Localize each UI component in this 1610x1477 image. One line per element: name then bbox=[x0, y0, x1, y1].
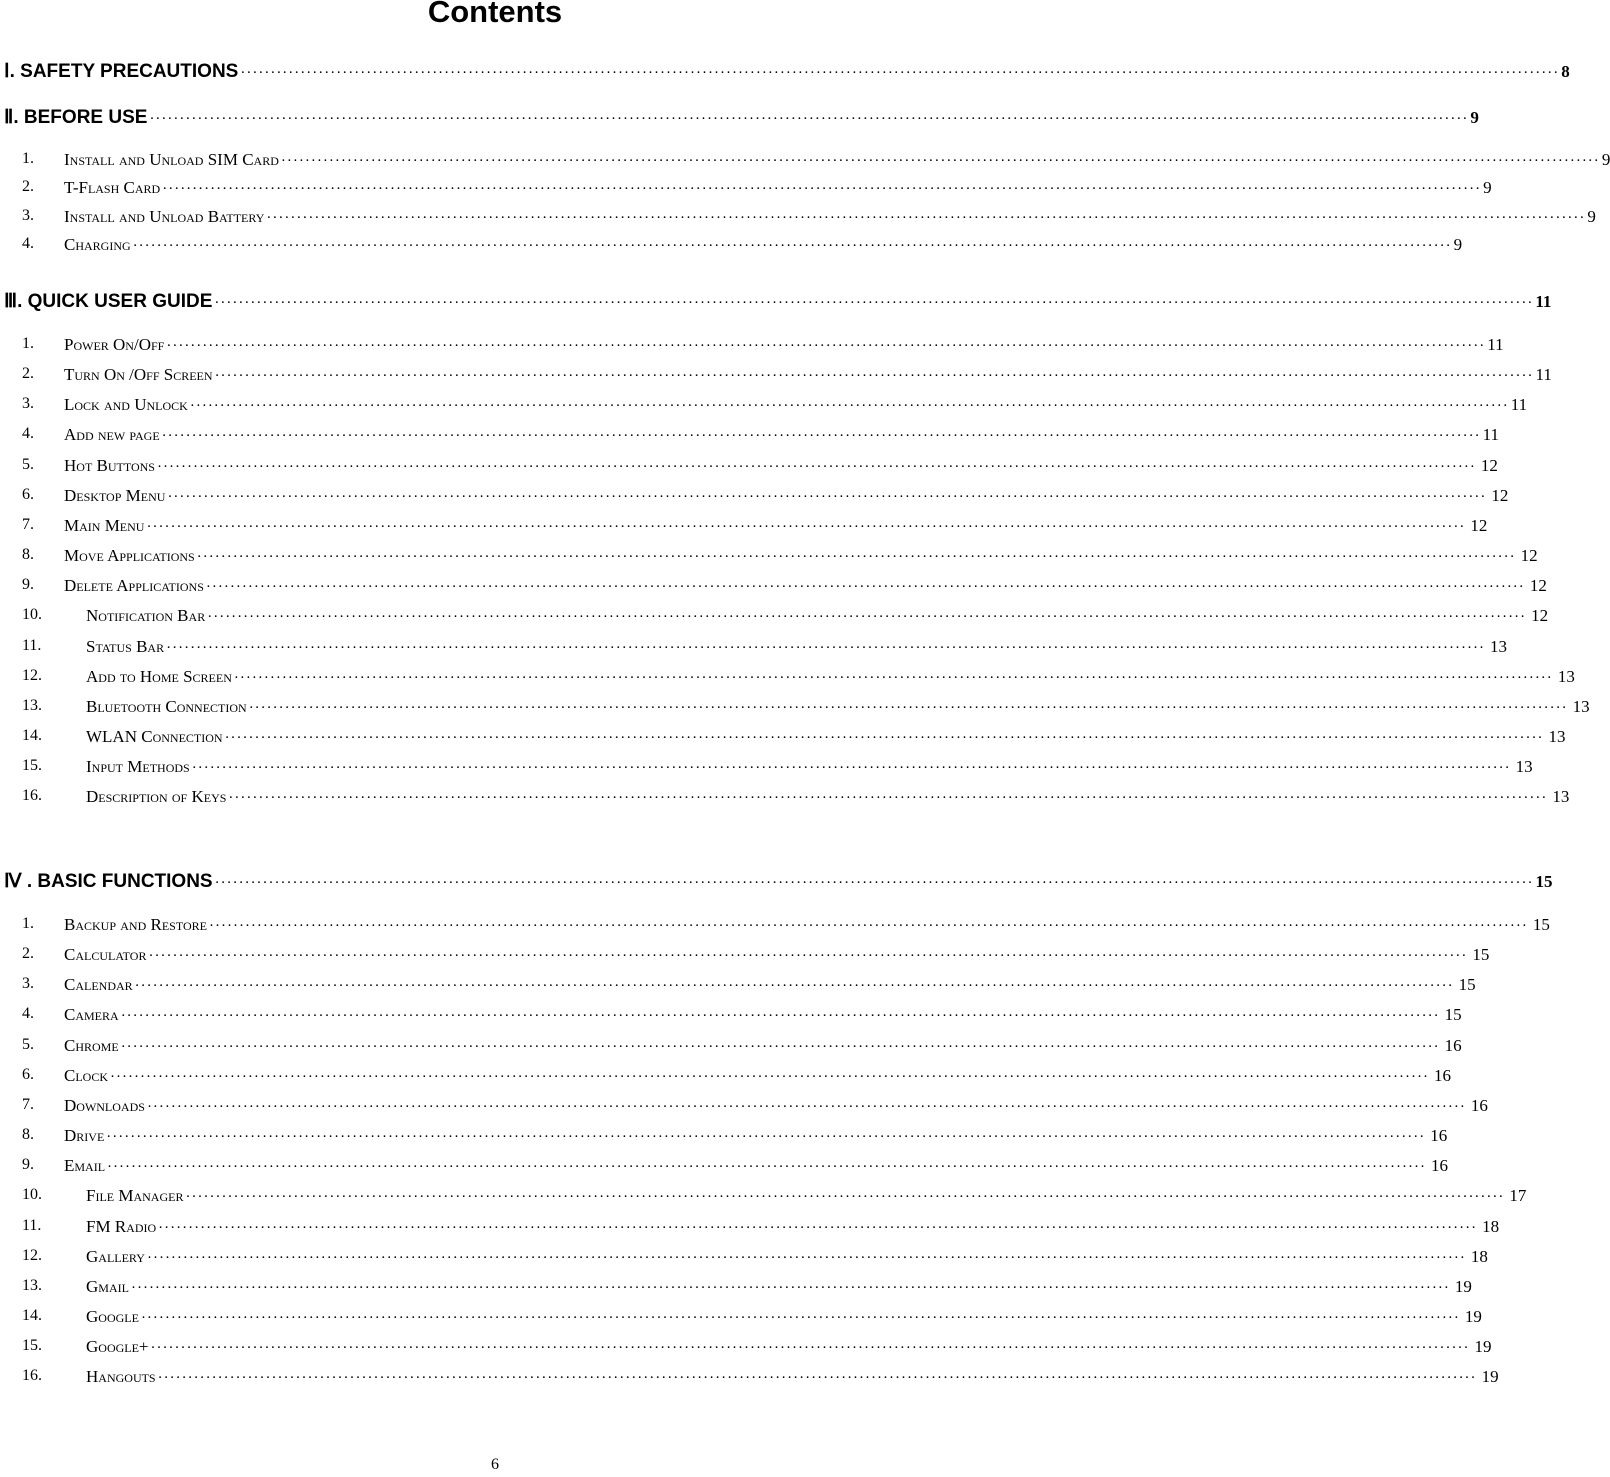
entry-row bbox=[64, 485, 1509, 514]
toc-item[interactable] bbox=[0, 1186, 1527, 1214]
entry-row bbox=[64, 945, 1490, 973]
entry-row bbox=[86, 1216, 1500, 1245]
dot-leader: ···························································································································································································································· bbox=[167, 488, 1487, 505]
dot-leader: ···························································································································································································································· bbox=[157, 1370, 1477, 1387]
dot-leader: ···························································································································································································································· bbox=[146, 1249, 1466, 1266]
item-number: 1. bbox=[22, 915, 34, 932]
page-ref: 13 bbox=[1515, 757, 1533, 777]
dot-leader: ···························································································································································································································· bbox=[214, 368, 1534, 385]
toc-item[interactable] bbox=[0, 395, 1528, 423]
entry-label: Ⅳ . BASIC FUNCTIONS bbox=[4, 871, 213, 892]
dot-leader: ···························································································································································································································· bbox=[214, 875, 1534, 891]
dot-leader: ···························································································································································································································· bbox=[207, 609, 1527, 626]
item-number: 10. bbox=[22, 606, 42, 624]
page-ref: 12 bbox=[1480, 455, 1498, 475]
toc-item[interactable] bbox=[0, 1306, 1482, 1335]
page-ref: 12 bbox=[1520, 546, 1538, 566]
toc-item[interactable] bbox=[0, 150, 1610, 178]
dot-leader: ···························································································································································································································· bbox=[189, 398, 1509, 415]
dot-leader: ···························································································································································································································· bbox=[224, 729, 1544, 746]
entry-row bbox=[86, 1306, 1482, 1335]
entry-row bbox=[64, 206, 1596, 235]
entry-row bbox=[64, 455, 1498, 484]
dot-leader: ···························································································································································································································· bbox=[280, 153, 1600, 169]
dot-leader: ···························································································································································································································· bbox=[150, 1340, 1470, 1357]
entry-label: Desktop Menu bbox=[64, 485, 166, 505]
entry-row bbox=[86, 666, 1575, 695]
entry-row bbox=[64, 1035, 1462, 1064]
page-ref: 16 bbox=[1430, 1126, 1448, 1146]
page-ref: 12 bbox=[1470, 515, 1488, 535]
page-ref: 16 bbox=[1444, 1035, 1462, 1055]
entry-label: Turn On /Off Screen bbox=[64, 365, 213, 385]
entry-label: Add new page bbox=[64, 425, 160, 445]
toc-item[interactable] bbox=[0, 757, 1533, 785]
toc-item[interactable] bbox=[0, 1065, 1451, 1094]
dot-leader: ···························································································································································································································· bbox=[191, 760, 1511, 777]
entry-label: Gmail bbox=[86, 1276, 129, 1296]
page-ref: 9 bbox=[1483, 178, 1492, 198]
item-number: 4. bbox=[22, 1005, 34, 1023]
entry-label: Lock and Unlock bbox=[64, 395, 188, 415]
entry-label: Description of Keys bbox=[86, 787, 227, 807]
item-number: 4. bbox=[22, 234, 34, 252]
item-number: 7. bbox=[22, 1095, 34, 1113]
entry-row bbox=[86, 1367, 1499, 1395]
toc-item[interactable] bbox=[0, 546, 1538, 574]
entry-row bbox=[64, 1126, 1448, 1154]
toc-item[interactable] bbox=[0, 576, 1547, 604]
entry-row bbox=[64, 335, 1504, 363]
page-ref: 18 bbox=[1482, 1216, 1500, 1236]
item-number: 3. bbox=[22, 395, 34, 413]
dot-leader: ···························································································································································································································· bbox=[146, 1098, 1466, 1115]
entry-label: Ⅲ. QUICK USER GUIDE bbox=[4, 291, 213, 312]
entry-label: Chrome bbox=[64, 1035, 119, 1055]
toc-item[interactable] bbox=[0, 515, 1488, 544]
item-number: 7. bbox=[22, 515, 34, 533]
toc-item[interactable] bbox=[0, 1276, 1472, 1305]
entry-label: File Manager bbox=[86, 1186, 184, 1206]
item-number: 2. bbox=[22, 365, 34, 383]
dot-leader: ···························································································································································································································· bbox=[120, 1038, 1440, 1055]
dot-leader: ···························································································································································································································· bbox=[140, 1309, 1460, 1326]
item-number: 9. bbox=[22, 576, 34, 594]
page-ref: 13 bbox=[1548, 726, 1566, 746]
toc-item[interactable] bbox=[0, 1246, 1488, 1275]
entry-row bbox=[64, 546, 1538, 574]
page-ref: 16 bbox=[1470, 1095, 1488, 1115]
page-ref: 13 bbox=[1557, 666, 1575, 686]
dot-leader: ···························································································································································································································· bbox=[107, 1159, 1426, 1176]
page-ref: 17 bbox=[1509, 1186, 1527, 1206]
dot-leader: ···························································································································································································································· bbox=[233, 669, 1553, 686]
entry-label: Bluetooth Connection bbox=[86, 696, 247, 716]
item-number: 1. bbox=[22, 150, 34, 167]
page-ref: 11 bbox=[1482, 425, 1499, 445]
toc-item[interactable] bbox=[0, 1126, 1448, 1154]
entry-label: Install and Unload SIM Card bbox=[64, 150, 279, 169]
page-ref: 16 bbox=[1433, 1065, 1451, 1085]
item-number: 8. bbox=[22, 1126, 34, 1144]
entry-row bbox=[64, 150, 1610, 178]
entry-row bbox=[86, 606, 1549, 634]
entry-row bbox=[64, 1095, 1488, 1124]
toc-item[interactable] bbox=[0, 1337, 1492, 1365]
entry-label: Ⅱ. BEFORE USE bbox=[4, 107, 148, 128]
entry-label: FM Radio bbox=[86, 1216, 157, 1236]
entry-row bbox=[86, 787, 1570, 815]
item-number: 2. bbox=[22, 945, 34, 963]
item-number: 14. bbox=[22, 1306, 42, 1324]
toc-item[interactable] bbox=[0, 425, 1499, 453]
page-ref: 9 bbox=[1601, 150, 1610, 169]
toc-item[interactable] bbox=[0, 666, 1575, 695]
item-number: 5. bbox=[22, 455, 34, 473]
toc-item[interactable] bbox=[0, 726, 1566, 755]
page-ref: 13 bbox=[1552, 787, 1570, 807]
dot-leader: ···························································································································································································································· bbox=[110, 1068, 1429, 1085]
page-ref: 15 bbox=[1444, 1005, 1462, 1025]
toc-item[interactable] bbox=[0, 1035, 1462, 1064]
dot-leader: ···························································································································································································································· bbox=[208, 918, 1528, 934]
item-number: 9. bbox=[22, 1156, 34, 1174]
entry-row bbox=[64, 178, 1492, 206]
toc-item[interactable] bbox=[0, 1216, 1500, 1245]
page-number: 6 bbox=[491, 1456, 499, 1473]
item-number: 1. bbox=[22, 335, 34, 352]
entry-label: Charging bbox=[64, 234, 131, 254]
page-ref: 16 bbox=[1430, 1156, 1448, 1176]
entry-row bbox=[86, 1186, 1527, 1214]
entry-row bbox=[86, 757, 1533, 785]
toc-item[interactable] bbox=[0, 975, 1476, 1003]
entry-label: Calendar bbox=[64, 975, 133, 995]
toc-section[interactable] bbox=[0, 290, 1552, 318]
item-number: 12. bbox=[22, 666, 42, 684]
dot-leader: ···························································································································································································································· bbox=[162, 181, 1482, 198]
entry-row bbox=[64, 1156, 1448, 1184]
toc-item[interactable] bbox=[0, 365, 1552, 393]
entry-row bbox=[86, 1276, 1472, 1305]
item-number: 2. bbox=[22, 178, 34, 196]
entry-row bbox=[0, 60, 1570, 88]
page-ref: 19 bbox=[1454, 1276, 1472, 1296]
entry-label: Hangouts bbox=[86, 1367, 156, 1387]
item-number: 10. bbox=[22, 1186, 42, 1204]
page-ref: 11 bbox=[1535, 292, 1552, 311]
item-number: 13. bbox=[22, 696, 42, 714]
dot-leader: ···························································································································································································································· bbox=[149, 111, 1469, 127]
entry-row bbox=[86, 636, 1508, 665]
toc-section[interactable] bbox=[0, 870, 1553, 898]
page-ref: 9 bbox=[1453, 234, 1463, 254]
dot-leader: ···························································································································································································································· bbox=[228, 790, 1548, 807]
entry-row bbox=[86, 1337, 1492, 1365]
entry-label: Input Methods bbox=[86, 757, 190, 777]
page-ref: 11 bbox=[1487, 335, 1504, 354]
item-number: 16. bbox=[22, 1367, 42, 1385]
dot-leader: ···························································································································································································································· bbox=[161, 428, 1481, 445]
entry-row bbox=[86, 1246, 1488, 1275]
entry-row bbox=[64, 1065, 1451, 1094]
entry-label: Ⅰ. SAFETY PRECAUTIONS bbox=[4, 61, 239, 82]
item-number: 16. bbox=[22, 787, 42, 805]
entry-row bbox=[0, 290, 1552, 318]
page-ref: 15 bbox=[1472, 945, 1490, 965]
entry-row bbox=[64, 1005, 1462, 1033]
page-ref: 15 bbox=[1535, 872, 1553, 891]
page-ref: 18 bbox=[1470, 1246, 1488, 1266]
entry-row bbox=[64, 576, 1547, 604]
item-number: 3. bbox=[22, 975, 34, 993]
page-ref: 12 bbox=[1531, 606, 1549, 626]
item-number: 14. bbox=[22, 726, 42, 744]
page-ref: 9 bbox=[1587, 206, 1596, 226]
item-number: 6. bbox=[22, 1065, 34, 1083]
dot-leader: ···························································································································································································································· bbox=[106, 1129, 1426, 1146]
dot-leader: ···························································································································································································································· bbox=[148, 948, 1468, 965]
entry-label: Email bbox=[64, 1156, 106, 1176]
entry-label: Google bbox=[86, 1306, 139, 1326]
toc-item[interactable] bbox=[0, 455, 1498, 484]
entry-row bbox=[64, 515, 1488, 544]
toc-item[interactable] bbox=[0, 606, 1549, 634]
dot-leader: ···························································································································································································································· bbox=[196, 549, 1516, 566]
toc-item[interactable] bbox=[0, 945, 1490, 973]
page-ref: 12 bbox=[1529, 576, 1547, 596]
toc-item[interactable] bbox=[0, 178, 1492, 206]
item-number: 3. bbox=[22, 206, 34, 224]
entry-label: Status Bar bbox=[86, 636, 165, 656]
page-ref: 11 bbox=[1535, 365, 1552, 385]
entry-row bbox=[86, 726, 1566, 755]
entry-label: Downloads bbox=[64, 1095, 145, 1115]
dot-leader: ···························································································································································································································· bbox=[120, 1008, 1440, 1025]
entry-label: Hot Buttons bbox=[64, 455, 155, 475]
dot-leader: ···························································································································································································································· bbox=[214, 295, 1534, 311]
page-ref: 15 bbox=[1532, 915, 1550, 934]
dot-leader: ···························································································································································································································· bbox=[130, 1279, 1450, 1296]
item-number: 12. bbox=[22, 1246, 42, 1264]
entry-row bbox=[64, 365, 1552, 393]
entry-label: Add to Home Screen bbox=[86, 666, 232, 686]
dot-leader: ···························································································································································································································· bbox=[158, 1219, 1478, 1236]
page-ref: 19 bbox=[1474, 1337, 1492, 1357]
dot-leader: ···························································································································································································································· bbox=[146, 518, 1466, 535]
dot-leader: ···························································································································································································································· bbox=[248, 699, 1568, 716]
item-number: 4. bbox=[22, 425, 34, 443]
toc-item[interactable] bbox=[0, 335, 1504, 363]
toc-item[interactable] bbox=[0, 636, 1508, 665]
toc-item[interactable] bbox=[0, 234, 1463, 263]
entry-label: Main Menu bbox=[64, 515, 145, 535]
entry-label: Google+ bbox=[86, 1337, 149, 1357]
dot-leader: ···························································································································································································································· bbox=[166, 338, 1486, 354]
dot-leader: ···························································································································································································································· bbox=[185, 1189, 1505, 1206]
page-title: Contents bbox=[427, 0, 563, 29]
dot-leader: ···························································································································································································································· bbox=[266, 209, 1586, 226]
item-number: 8. bbox=[22, 546, 34, 564]
entry-label: Camera bbox=[64, 1005, 119, 1025]
toc-item[interactable] bbox=[0, 1156, 1448, 1184]
entry-label: Gallery bbox=[86, 1246, 145, 1266]
item-number: 11. bbox=[22, 1216, 42, 1234]
item-number: 11. bbox=[22, 636, 42, 654]
toc-item[interactable] bbox=[0, 1367, 1499, 1395]
page-ref: 19 bbox=[1481, 1367, 1499, 1387]
page-ref: 13 bbox=[1572, 696, 1590, 716]
toc-item[interactable] bbox=[0, 485, 1509, 514]
page-ref: 13 bbox=[1490, 636, 1508, 656]
toc-item[interactable] bbox=[0, 696, 1590, 725]
dot-leader: ···························································································································································································································· bbox=[240, 65, 1560, 81]
page-ref: 8 bbox=[1561, 62, 1570, 81]
dot-leader: ···························································································································································································································· bbox=[156, 458, 1476, 475]
toc-item[interactable] bbox=[0, 1005, 1462, 1033]
toc-section[interactable] bbox=[0, 106, 1479, 134]
toc-item[interactable] bbox=[0, 206, 1596, 235]
item-number: 5. bbox=[22, 1035, 34, 1053]
dot-leader: ···························································································································································································································· bbox=[205, 579, 1525, 596]
page-ref: 12 bbox=[1491, 485, 1509, 505]
entry-row bbox=[0, 106, 1479, 134]
toc-item[interactable] bbox=[0, 915, 1550, 943]
page-ref: 9 bbox=[1470, 108, 1479, 127]
entry-label: Move Applications bbox=[64, 546, 195, 566]
entry-row bbox=[64, 975, 1476, 1003]
entry-row bbox=[64, 425, 1499, 453]
page-ref: 15 bbox=[1458, 975, 1476, 995]
item-number: 6. bbox=[22, 485, 34, 503]
entry-label: Delete Applications bbox=[64, 576, 204, 596]
entry-label: Clock bbox=[64, 1065, 109, 1085]
entry-label: Calculator bbox=[64, 945, 147, 965]
entry-label: WLAN Connection bbox=[86, 726, 223, 746]
entry-label: T-Flash Card bbox=[64, 178, 161, 198]
entry-row bbox=[86, 696, 1590, 725]
page-ref: 11 bbox=[1510, 395, 1528, 415]
entry-row bbox=[64, 915, 1550, 943]
entry-label: Notification Bar bbox=[86, 606, 206, 626]
dot-leader: ···························································································································································································································· bbox=[134, 978, 1454, 995]
entry-row bbox=[64, 234, 1463, 263]
toc-section[interactable] bbox=[0, 60, 1570, 88]
item-number: 15. bbox=[22, 1337, 42, 1355]
entry-row bbox=[64, 395, 1528, 423]
entry-row bbox=[0, 870, 1553, 898]
entry-label: Backup and Restore bbox=[64, 915, 207, 934]
entry-label: Drive bbox=[64, 1126, 105, 1146]
dot-leader: ···························································································································································································································· bbox=[132, 237, 1452, 254]
toc-item[interactable] bbox=[0, 787, 1570, 815]
item-number: 15. bbox=[22, 757, 42, 775]
page-ref: 19 bbox=[1464, 1306, 1482, 1326]
toc-item[interactable] bbox=[0, 1095, 1488, 1124]
item-number: 13. bbox=[22, 1276, 42, 1294]
dot-leader: ···························································································································································································································· bbox=[166, 639, 1486, 656]
entry-label: Install and Unload Battery bbox=[64, 206, 265, 226]
entry-label: Power On/Off bbox=[64, 335, 165, 354]
